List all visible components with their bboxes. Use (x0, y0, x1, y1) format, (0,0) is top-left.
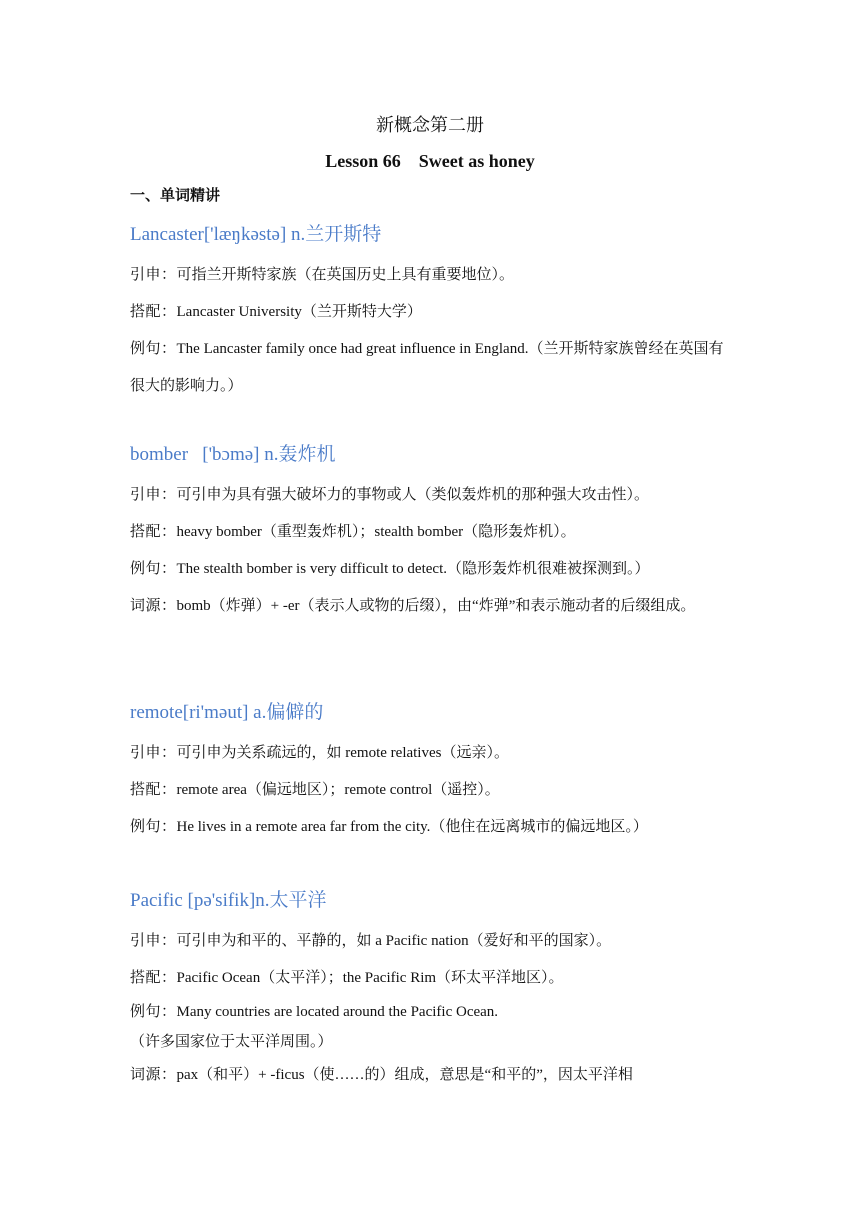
word-title: Lancaster['læŋkəstə] n.兰开斯特 (130, 224, 382, 245)
line-label: 例句： (130, 561, 177, 577)
line-text: He lives in a remote area far from the city.（他住在远离城市的偏远地区。） (176, 819, 648, 835)
section-heading: 一、单词精讲 (130, 188, 221, 204)
line-text: The stealth bomber is very difficult to detect.（隐形轰炸机很难被探测到。） (176, 561, 650, 577)
line-text: The Lancaster family once had great influence in England.（兰开斯特家族曾经在英国有很大的影响力。） (130, 341, 724, 394)
lesson-title: Lesson 66 Sweet as honey (325, 151, 535, 171)
extension-line (130, 735, 730, 772)
line-text: remote area（偏远地区）；remote control（遥控）。 (176, 782, 500, 798)
line-label: 引申： (130, 745, 177, 761)
line-text: 可引申为具有强大破坏力的事物或人（类似轰炸机的那种强大攻击性）。 (176, 487, 650, 503)
line-label: 引申： (130, 933, 177, 949)
line-label: 例句： (130, 341, 177, 357)
line-text: 可引申为关系疏远的，如 remote relatives（远亲）。 (176, 745, 509, 761)
extension-line (130, 923, 730, 960)
example-line (130, 551, 730, 588)
word-title: remote[ri'məut] a.偏僻的 (130, 702, 324, 723)
collocation-line (130, 772, 730, 809)
collocation-line (130, 514, 730, 551)
line-label: 搭配： (130, 524, 177, 540)
line-text: Lancaster University（兰开斯特大学） (176, 304, 422, 320)
series-title: 新概念第二册 (376, 115, 484, 135)
word-title: bomber ['bɔmə] n.轰炸机 (130, 444, 336, 465)
word-entry-pacific (130, 887, 730, 1094)
line-label: 搭配： (130, 970, 177, 986)
line-text: 可指兰开斯特家族（在英国历史上具有重要地位）。 (176, 267, 515, 283)
collocation-line (130, 294, 730, 331)
line-label: 词源： (130, 598, 177, 614)
line-label: 搭配： (130, 304, 177, 320)
line-text: Many countries are located around the Pacific Ocean. (176, 1004, 499, 1020)
example-line (130, 809, 730, 846)
collocation-line (130, 960, 730, 997)
line-text: 可引申为和平的、平静的，如 a Pacific nation（爱好和平的国家）。 (176, 933, 612, 949)
word-entry-lancaster (130, 221, 730, 405)
line-label: 搭配： (130, 782, 177, 798)
line-label: 引申： (130, 487, 177, 503)
extension-line (130, 477, 730, 514)
etymology-line (130, 588, 730, 625)
word-entry-bomber (130, 441, 730, 625)
line-text: pax（和平）+ -ficus（使……的）组成，意思是“和平的”，因太平洋相 (176, 1067, 633, 1083)
line-label: 词源： (130, 1067, 177, 1083)
line-label: 引申： (130, 267, 177, 283)
line-text: bomb（炸弹）+ -er（表示人或物的后缀），由“炸弹”和表示施动者的后缀组成。 (176, 598, 696, 614)
extension-line (130, 257, 730, 294)
line-label: 例句： (130, 819, 177, 835)
line-label: 例句： (130, 1004, 177, 1020)
line-text: （许多国家位于太平洋周围。） (130, 1034, 333, 1050)
word-title: Pacific [pə'sifik]n.太平洋 (130, 890, 327, 911)
line-text: Pacific Ocean（太平洋）；the Pacific Rim（环太平洋地区）。 (176, 970, 564, 986)
etymology-line (130, 1057, 730, 1094)
example-line (130, 997, 730, 1027)
word-entry-remote (130, 699, 730, 846)
line-text: heavy bomber（重型轰炸机）；stealth bomber（隐形轰炸机）。 (176, 524, 576, 540)
example-line (130, 331, 730, 405)
example-translation-line (130, 1027, 730, 1057)
